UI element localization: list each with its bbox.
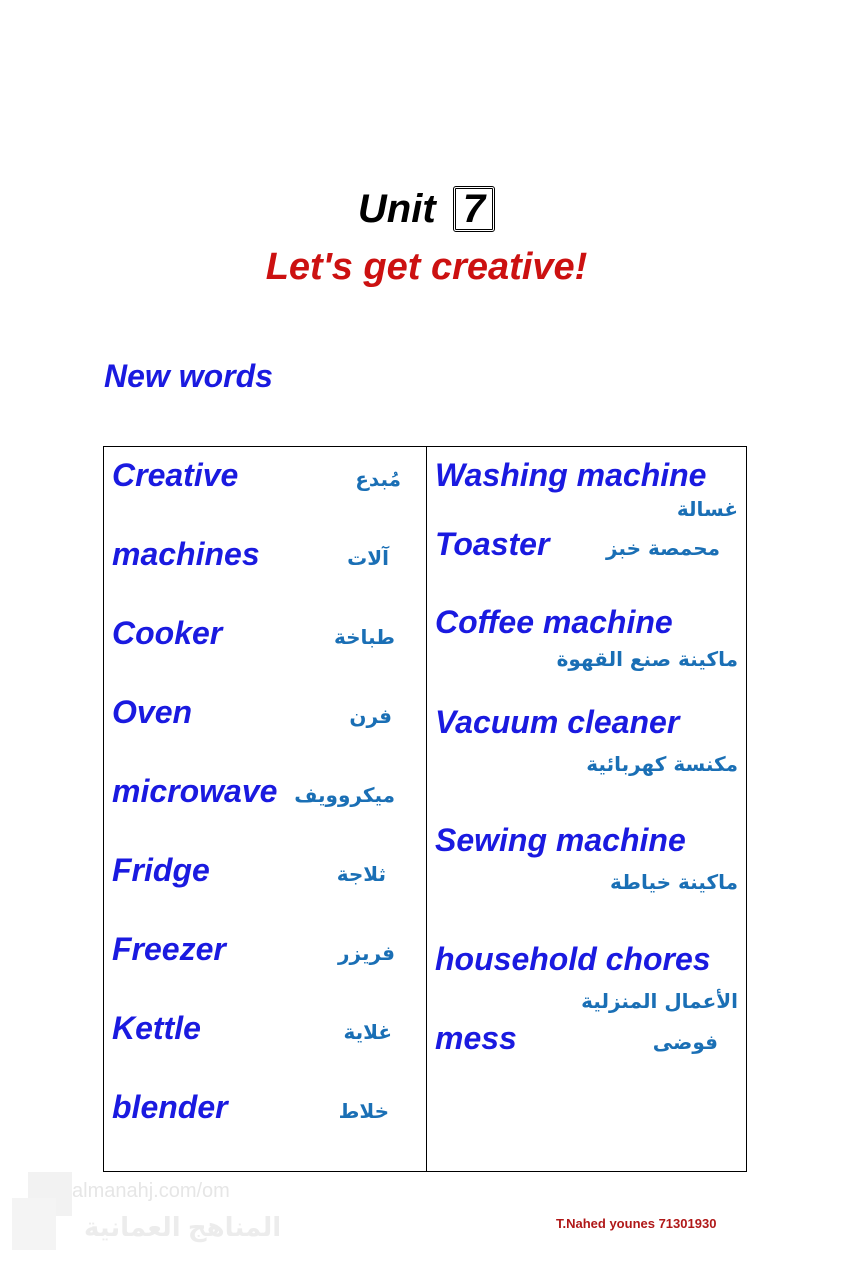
vocab-word: Vacuum cleaner [435, 704, 680, 740]
vocab-translation: مكنسة كهربائية [586, 752, 738, 776]
watermark-arabic: المناهج العمانية [84, 1212, 282, 1242]
unit-number: 7 [453, 186, 495, 232]
vocab-word: Coffee machine [435, 604, 673, 640]
vocab-translation: فوضى [652, 1030, 718, 1054]
vocabulary-table [103, 446, 747, 1172]
vocab-translation: ميكروويف [294, 783, 395, 807]
vocab-word: household chores [435, 941, 711, 977]
vocab-word: Oven [112, 694, 193, 730]
vocab-translation: ماكينة خياطة [610, 870, 738, 894]
vocab-translation: محمصة خبز [605, 536, 720, 560]
vocab-word: Fridge [112, 852, 210, 888]
vocab-word: Sewing machine [435, 822, 686, 858]
vocab-word: Creative [112, 457, 239, 493]
vocab-translation: آلات [347, 546, 389, 570]
vocab-translation: غسالة [676, 497, 738, 521]
vocab-translation: الأعمال المنزلية [581, 989, 738, 1013]
vocab-word: Washing machine [435, 457, 707, 493]
vocab-translation: ثلاجة [336, 862, 386, 886]
unit-title [0, 186, 853, 232]
vocab-translation: ماكينة صنع القهوة [556, 647, 738, 671]
vocab-word: microwave [112, 773, 278, 809]
vocab-word: machines [112, 536, 260, 572]
author-footer: T.Nahed younes 71301930 [556, 1216, 717, 1231]
vocab-translation: فريزر [337, 941, 395, 965]
column-divider [426, 447, 427, 1171]
unit-subtitle: Let's get creative! [265, 246, 588, 288]
vocab-word: Cooker [112, 615, 223, 651]
vocab-translation: طباخة [333, 625, 395, 649]
vocab-word: blender [112, 1089, 228, 1125]
watermark-logo-icon [12, 1172, 72, 1250]
vocab-word: Kettle [112, 1010, 201, 1046]
watermark-url: almanahj.com/om [72, 1180, 230, 1202]
vocab-translation: خلاط [338, 1099, 389, 1123]
vocab-word: Freezer [112, 931, 226, 967]
section-title: New words [104, 358, 273, 394]
vocab-translation: فرن [349, 704, 392, 728]
unit-label: Unit [357, 187, 436, 231]
vocab-translation: غلاية [343, 1020, 392, 1044]
vocab-word: Toaster [435, 526, 550, 562]
vocab-word: mess [435, 1020, 517, 1056]
vocab-translation: مُبدع [355, 467, 401, 491]
